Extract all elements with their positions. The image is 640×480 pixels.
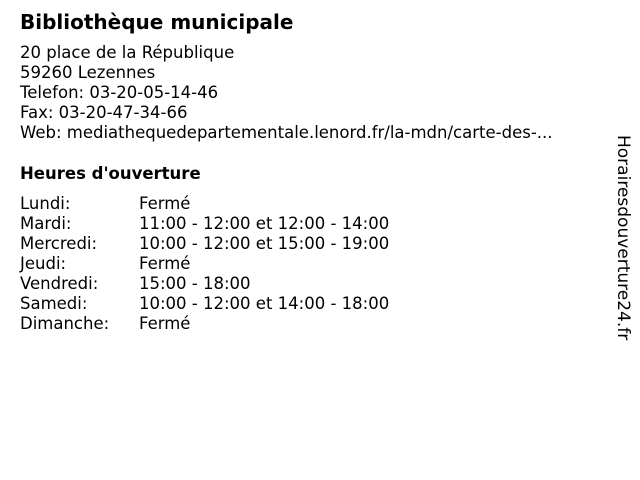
day-label: Mardi: bbox=[20, 214, 72, 233]
hours-row-sunday bbox=[20, 314, 389, 334]
hours-row-monday bbox=[20, 194, 389, 214]
day-label: Lundi: bbox=[20, 194, 71, 213]
day-label: Mercredi: bbox=[20, 234, 98, 253]
hours-row-tuesday bbox=[20, 214, 389, 234]
page-title: Bibliothèque municipale bbox=[20, 10, 294, 34]
day-hours: 15:00 - 18:00 bbox=[139, 274, 251, 293]
day-hours: 11:00 - 12:00 et 12:00 - 14:00 bbox=[139, 214, 390, 233]
telephone-number: Telefon: 03-20-05-14-46 bbox=[20, 83, 219, 102]
day-hours: Fermé bbox=[139, 194, 191, 213]
day-hours: 10:00 - 12:00 et 14:00 - 18:00 bbox=[139, 294, 390, 313]
city-postcode: 59260 Lezennes bbox=[20, 63, 156, 82]
hours-row-thursday bbox=[20, 254, 389, 274]
hours-row-wednesday bbox=[20, 234, 389, 254]
site-watermark: Horairesdouverture24.fr bbox=[613, 135, 633, 341]
day-hours: 10:00 - 12:00 et 15:00 - 19:00 bbox=[139, 234, 390, 253]
hours-heading: Heures d'ouverture bbox=[20, 164, 201, 183]
day-label: Vendredi: bbox=[20, 274, 99, 293]
fax-number: Fax: 03-20-47-34-66 bbox=[20, 103, 188, 122]
hours-row-saturday bbox=[20, 294, 389, 314]
website-link[interactable]: Web: mediathequedepartementale.lenord.fr/la-mdn/carte-des-... bbox=[20, 123, 553, 142]
opening-hours-table bbox=[20, 194, 389, 334]
day-hours: Fermé bbox=[139, 314, 191, 333]
day-label: Dimanche: bbox=[20, 314, 110, 333]
day-hours: Fermé bbox=[139, 254, 191, 273]
day-label: Samedi: bbox=[20, 294, 88, 313]
street-address: 20 place de la République bbox=[20, 43, 235, 62]
hours-row-friday bbox=[20, 274, 389, 294]
address-block bbox=[20, 43, 553, 143]
day-label: Jeudi: bbox=[20, 254, 67, 273]
